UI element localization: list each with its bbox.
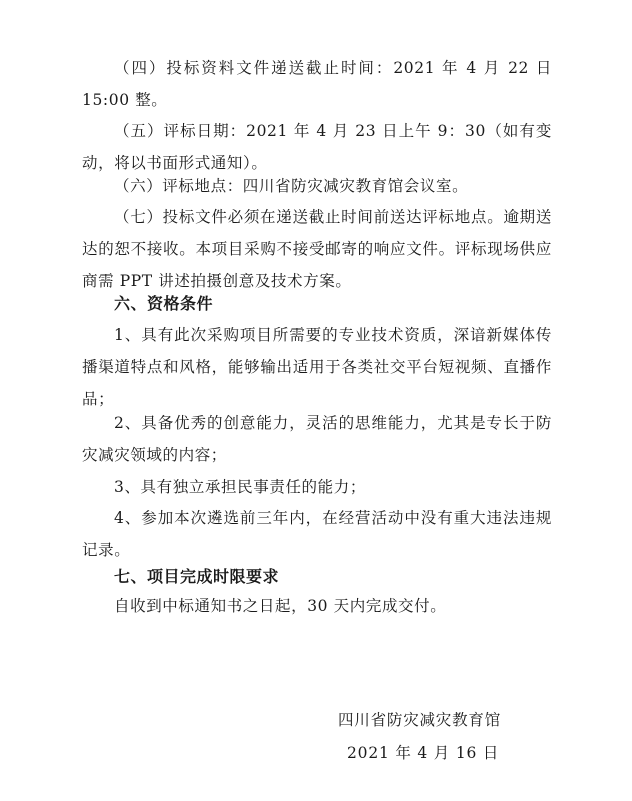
timeline-heading: 七、项目完成时限要求 bbox=[114, 567, 280, 586]
qualification-item-4: 4、参加本次遴选前三年内，在经营活动中没有重大违法违规记录。 bbox=[82, 509, 552, 559]
qualifications-heading: 六、资格条件 bbox=[114, 294, 214, 313]
evaluation-location-paragraph: （六）评标地点：四川省防灾减灾教育馆会议室。 bbox=[114, 177, 469, 195]
signature-date: 2021 年 4 月 16 日 bbox=[347, 744, 500, 762]
qualification-item-3: 3、具有独立承担民事责任的能力； bbox=[114, 478, 366, 496]
submission-rules-paragraph: （七）投标文件必须在递送截止时间前送达评标地点。逾期送达的恕不接收。本项目采购不接受邮寄的响应文件。评标现场供应商需 PPT 讲述拍摄创意及技术方案。 bbox=[82, 208, 552, 290]
qualification-item-1: 1、具有此次采购项目所需要的专业技术资质，深谙新媒体传播渠道特点和风格，能够输出适用于各类社交平台短视频、直播作品； bbox=[82, 326, 552, 408]
evaluation-date-paragraph: （五）评标日期：2021 年 4 月 23 日上午 9：30（如有变动，将以书面形式通知）。 bbox=[82, 122, 552, 172]
signature-organization: 四川省防灾减灾教育馆 bbox=[338, 711, 502, 729]
qualification-item-2: 2、具备优秀的创意能力，灵活的思维能力，尤其是专长于防灾减灾领域的内容； bbox=[82, 414, 552, 464]
timeline-text: 自收到中标通知书之日起，30 天内完成交付。 bbox=[114, 597, 447, 615]
bid-deadline-paragraph: （四）投标资料文件递送截止时间：2021 年 4 月 22 日 15:00 整。 bbox=[82, 59, 552, 109]
